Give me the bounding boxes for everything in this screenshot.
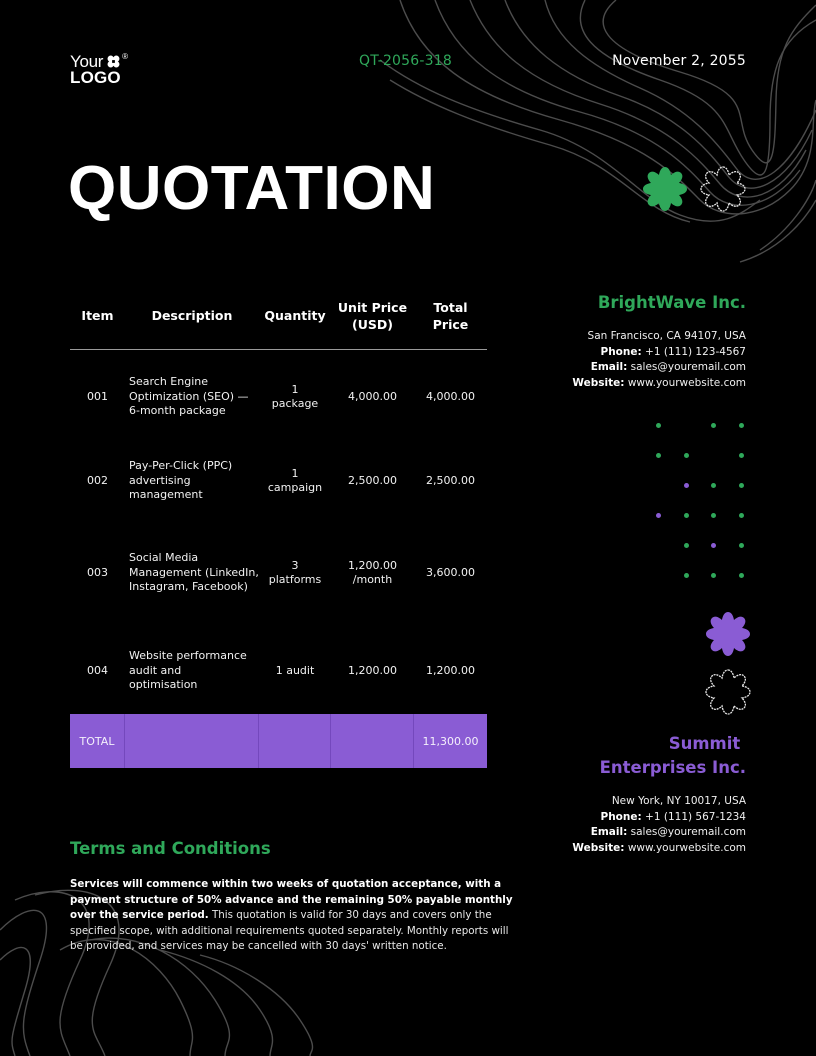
cell-total-price: 4,000.00 [426, 389, 475, 403]
terms-body [70, 877, 515, 955]
cell-description: Search Engine Optimization (SEO) — 6-month package [129, 375, 249, 418]
sender-phone: Phone: +1 (111) 123-4567 [600, 345, 746, 358]
logo-text-logo: LOGO [70, 68, 121, 87]
dot-grid-decoration [652, 419, 752, 589]
total-empty-cell [125, 714, 259, 768]
table-row [70, 444, 487, 518]
terms-bold-text: Services will commence within two weeks of quotation acceptance, with a payment structure of 50% advance and the remaining 50% payable monthly over the service period. [70, 878, 513, 922]
table-row [70, 628, 487, 714]
column-header-quantity: Quantity [264, 308, 326, 323]
column-header-item: Item [81, 308, 114, 323]
recipient-phone: Phone: +1 (111) 567-1234 [600, 810, 746, 823]
table-row [70, 350, 487, 444]
recipient-info [572, 732, 746, 856]
table-header [70, 282, 487, 350]
sender-email: Email: sales@youremail.com [590, 361, 746, 373]
cell-description: Pay-Per-Click (PPC) advertising management [129, 459, 233, 502]
logo-mark-icon [107, 55, 120, 68]
cell-description: Social Media Management (LinkedIn, Instagram, Facebook) [129, 551, 259, 594]
cell-item: 002 [87, 473, 108, 487]
cell-quantity: 1 package [271, 382, 319, 410]
cell-total-price: 3,600.00 [426, 565, 475, 579]
total-label: TOTAL [70, 714, 125, 768]
total-value: 11,300.00 [422, 734, 479, 748]
terms-title: Terms and Conditions [70, 839, 271, 858]
cell-unit-price: 2,500.00 [348, 473, 397, 487]
page-title: QUOTATION [68, 154, 436, 223]
recipient-website: Website: www.yourwebsite.com [572, 841, 746, 854]
outline-flower-icon [699, 165, 747, 213]
total-row [70, 714, 487, 768]
quote-date: November 2, 2055 [612, 53, 746, 69]
column-header-unit-price: Unit Price (USD) [337, 299, 408, 332]
total-empty-cell [259, 714, 331, 768]
sender-name: BrightWave Inc. [597, 293, 746, 312]
cell-total-price: 1,200.00 [426, 663, 475, 677]
recipient-email: Email: sales@youremail.com [590, 826, 746, 838]
recipient-address: New York, NY 10017, USA [611, 795, 746, 807]
cell-unit-price: 4,000.00 [348, 389, 397, 403]
sender-info [572, 291, 746, 391]
quotation-table [70, 282, 487, 768]
cell-quantity: 1 audit [275, 663, 315, 677]
cell-total-price: 2,500.00 [426, 473, 475, 487]
registered-mark: ® [122, 51, 128, 61]
column-header-total-price: Total Price [432, 299, 469, 332]
table-row [70, 518, 487, 628]
cell-item: 003 [87, 565, 108, 579]
sender-website: Website: www.yourwebsite.com [572, 376, 746, 389]
cell-unit-price: 1,200.00 [348, 663, 397, 677]
cell-item: 004 [87, 663, 108, 677]
cell-description: Website performance audit and optimisation [129, 649, 247, 692]
terms-regular-text: This quotation is valid for 30 days and covers only the specified scope, with additional requirements quoted separately. Monthly reports will be provided, and services may be cancelled with 30 days' written notice. [70, 909, 509, 953]
cell-unit-price: 1,200.00 /month [348, 558, 397, 586]
logo-text-your: Your [70, 52, 104, 71]
total-empty-cell [331, 714, 414, 768]
column-header-description: Description [151, 308, 233, 323]
company-logo [70, 53, 128, 86]
cell-quantity: 1 campaign [267, 466, 323, 494]
outline-flower-icon [704, 668, 752, 716]
cell-quantity: 3 platforms [268, 558, 322, 586]
quote-number: QT-2056-318 [359, 53, 452, 69]
cell-item: 001 [87, 389, 108, 403]
purple-flower-icon [704, 610, 752, 658]
recipient-name: Summit Enterprises Inc. [599, 734, 746, 777]
green-flower-icon [641, 165, 689, 213]
sender-address: San Francisco, CA 94107, USA [587, 330, 746, 342]
